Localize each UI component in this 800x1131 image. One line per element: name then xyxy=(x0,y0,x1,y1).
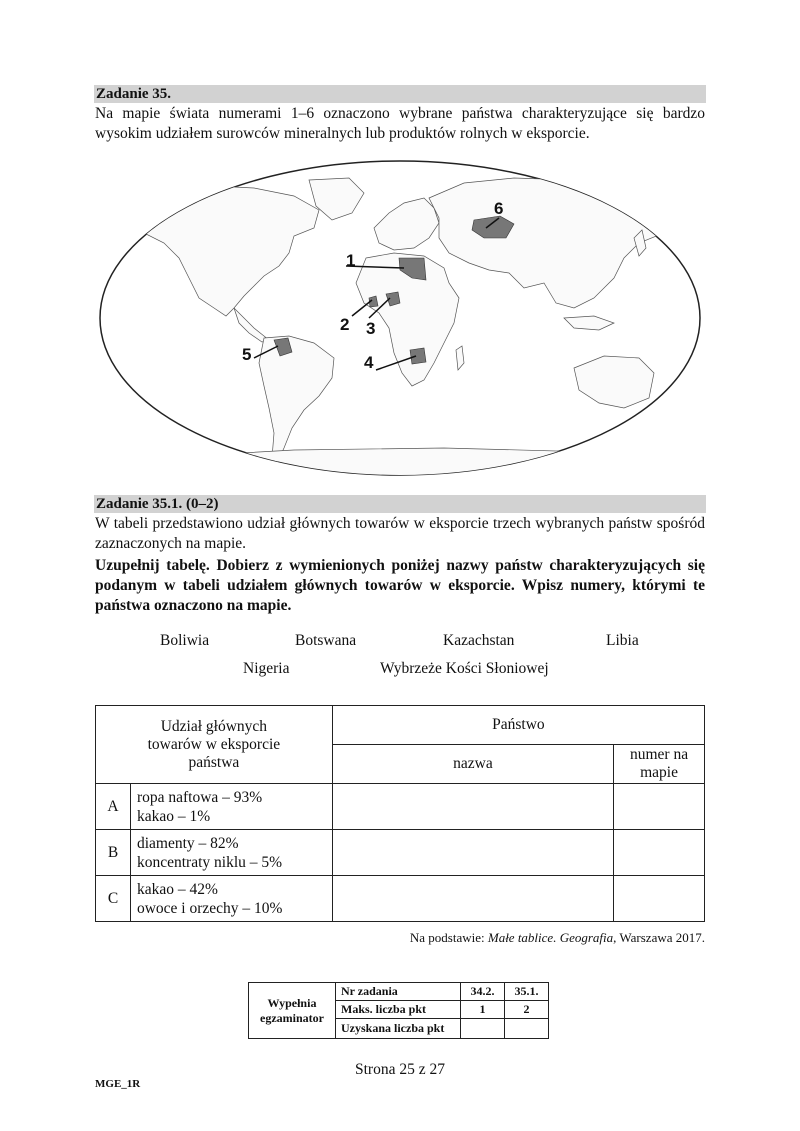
max-points-label: Maks. liczba pkt xyxy=(336,1001,461,1019)
country-4-botswana xyxy=(410,348,426,364)
score-table xyxy=(248,982,549,1039)
row-letter: A xyxy=(96,784,131,830)
examiner-label: Wypełnia egzaminator xyxy=(249,983,336,1039)
row-letter: B xyxy=(96,830,131,876)
column-header-panstwo: Państwo xyxy=(332,706,704,745)
world-map xyxy=(94,158,706,480)
column-header-export: Udział głównych towarów w eksporcie państwa xyxy=(96,706,333,784)
map-label-3: 3 xyxy=(366,319,376,338)
answer-name-b[interactable] xyxy=(332,830,613,876)
table-row xyxy=(96,784,705,830)
option-libia: Libia xyxy=(606,632,639,649)
answer-number-c[interactable] xyxy=(614,876,705,922)
exam-code: MGE_1R xyxy=(95,1078,141,1090)
task-35-1-intro: W tabeli przedstawiono udział głównych towarów w eksporcie trzech wybranych państw spośród zaznaczonych na mapie. xyxy=(95,515,705,552)
row-export: kakao – 42% owoce i orzechy – 10% xyxy=(130,876,332,922)
option-kazachstan: Kazachstan xyxy=(443,632,515,649)
map-label-4: 4 xyxy=(364,353,374,372)
answer-table xyxy=(95,705,705,922)
row-export: diamenty – 82% koncentraty niklu – 5% xyxy=(130,830,332,876)
task-35-1-header: Zadanie 35.1. (0–2) xyxy=(94,495,706,513)
column-header-nazwa: nazwa xyxy=(332,745,613,784)
obtained-points-label: Uzyskana liczba pkt xyxy=(336,1019,461,1039)
table-row xyxy=(96,876,705,922)
map-label-1: 1 xyxy=(346,251,356,270)
answer-name-c[interactable] xyxy=(332,876,613,922)
max-points-35-1: 2 xyxy=(505,1001,549,1019)
obtained-points-34-2[interactable] xyxy=(461,1019,505,1039)
map-label-2: 2 xyxy=(340,315,350,334)
column-header-numer: numer na mapie xyxy=(614,745,705,784)
map-label-6: 6 xyxy=(494,199,504,218)
source-note: Na podstawie: Małe tablice. Geografia, Warszawa 2017. xyxy=(409,930,705,945)
map-label-5: 5 xyxy=(242,345,252,364)
answer-number-b[interactable] xyxy=(614,830,705,876)
page-number: Strona 25 z 27 xyxy=(355,1061,445,1078)
task-35-1: 35.1. xyxy=(505,983,549,1001)
task-35-1-instruction: Uzupełnij tabelę. Dobierz z wymienionych poniżej nazwy państw charakteryzujących się podanym w tabeli udziałem głównych towarów w eksporcie. Wpisz numery, którymi te państwa oznaczono na mapie. xyxy=(95,557,705,614)
answer-name-a[interactable] xyxy=(332,784,613,830)
option-wybrzeze: Wybrzeże Kości Słoniowej xyxy=(380,660,549,677)
answer-number-a[interactable] xyxy=(614,784,705,830)
row-export: ropa naftowa – 93% kakao – 1% xyxy=(130,784,332,830)
task-35-header: Zadanie 35. xyxy=(94,85,706,103)
option-nigeria: Nigeria xyxy=(243,660,290,677)
table-row xyxy=(96,830,705,876)
nr-zadania-label: Nr zadania xyxy=(336,983,461,1001)
task-35-intro: Na mapie świata numerami 1–6 oznaczono wybrane państwa charakteryzujące się bardzo wysokim udziałem surowców mineralnych lub produktów rolnych w eksporcie. xyxy=(95,105,705,142)
option-boliwia: Boliwia xyxy=(160,632,210,649)
task-34-2: 34.2. xyxy=(461,983,505,1001)
option-botswana: Botswana xyxy=(295,632,357,649)
row-letter: C xyxy=(96,876,131,922)
max-points-34-2: 1 xyxy=(461,1001,505,1019)
obtained-points-35-1[interactable] xyxy=(505,1019,549,1039)
